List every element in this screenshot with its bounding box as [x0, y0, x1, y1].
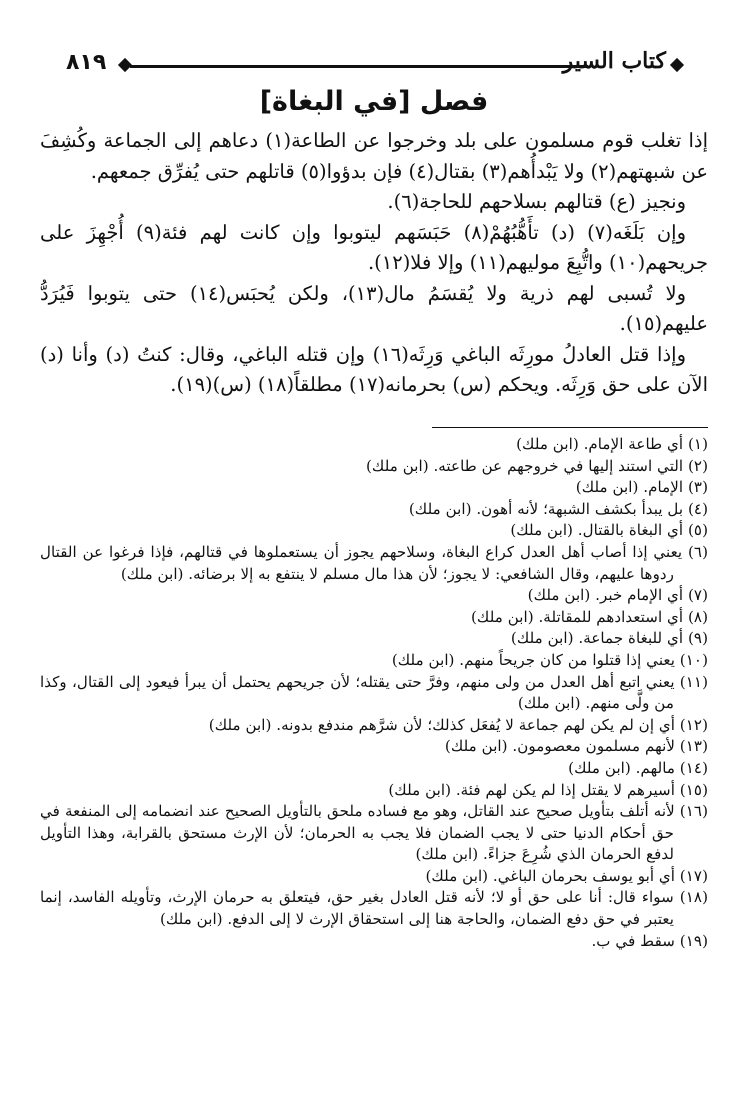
footnote: (٤) بل يبدأ بكشف الشبهة؛ لأنه أهون. (ابن ملك)	[408, 499, 708, 518]
footnote: (١١) يعني اتبع أهل العدل من ولى منهم، وفرَّ حتى يقتله؛ لأن جريحهم يحتمل أن يبرأ فيعود إلى القتال، وكذا من ولَّى منهم. (ابن ملك)	[40, 672, 708, 713]
footnote: (١٢) أي إن لم يكن لهم جماعة لا يُفعَل كذلك؛ لأن شرَّهم مندفع بدونه. (ابن ملك)	[208, 715, 708, 734]
footnote: (١٩) سقط في ب.	[591, 931, 708, 950]
footnote: (١٥) أسيرهم لا يقتل إذا لم يكن لهم فئة. (ابن ملك)	[388, 780, 708, 799]
paragraph: وإذا قتل العادلُ مورِثَه الباغي وَرِثَه(١٦) وإن قتله الباغي، وقال: كنتُ (د) وأنا (د) الآن على حق وَرِثَه. ويحكم (س) بحرمانه(١٧) مطلقاً(١٨) (س)(١٩).	[40, 342, 708, 396]
main-text	[40, 126, 708, 401]
paragraph: وإن بَلَغَه(٧) (د) تأَهُّبُهُمْ(٨) حَبَسَهم ليتوبوا وإن كانت لهم فئة(٩) أُجْهِزَ على جريحهم(١٠) واتُّبِعَ موليهم(١١) وإلا فلا(١٢).	[40, 220, 708, 274]
footnote: (٥) أي البغاة بالقتال. (ابن ملك)	[510, 521, 708, 540]
footnote: (١٨) سواء قال: أنا على حق أو لا؛ لأنه قتل العادل بغير حق، فيتعلق به حرمان الإرث، وتأويله الفاسد، إنما يعتبر في حق دفع الضمان، والحاجة هنا إلى استحقاق الإرث لا إلى الدفع. (ابن ملك)	[40, 888, 708, 929]
footnote: (١٠) يعني إذا قتلوا من كان جريحاً منهم. (ابن ملك)	[391, 650, 708, 669]
running-header	[58, 48, 692, 82]
book-title: كتاب السير	[562, 48, 666, 74]
footnote-separator	[432, 427, 708, 428]
diamond-ornament-right-icon	[670, 58, 684, 72]
paragraph: إذا تغلب قوم مسلمون على بلد وخرجوا عن الطاعة(١) دعاهم إلى الجماعة وكُشِفَ عن شبهتهم(٢) ولا يَبْدأُهم(٣) بقتال(٤) فإن بدؤوا(٥) قاتلهم حتى يُفرِّق جمعهم.	[40, 129, 708, 183]
footnote: (٩) أي للبغاة جماعة. (ابن ملك)	[510, 629, 708, 648]
footnote: (١٤) مالهم. (ابن ملك)	[568, 758, 708, 777]
header-rule	[130, 65, 588, 68]
footnote: (٢) التي استند إليها في خروجهم عن طاعته. (ابن ملك)	[365, 456, 708, 475]
paragraph: ولا تُسبى لهم ذرية ولا يُقسَمُ مال(١٣)، ولكن يُحبَس(١٤) حتى يتوبوا فَيُرَدُّ عليهم(١٥).	[40, 281, 708, 335]
section-title: فصل [في البغاة]	[259, 86, 489, 117]
footnote: (١٣) لأنهم مسلمون معصومون. (ابن ملك)	[444, 737, 708, 756]
footnotes	[40, 434, 708, 952]
paragraph: ونجيز (ع) قتالهم بسلاحهم للحاجة(٦).	[387, 190, 686, 213]
footnote: (١٧) أي أبو يوسف بحرمان الباغي. (ابن ملك)	[425, 866, 708, 885]
footnote: (١٦) لأنه أتلف بتأويل صحيح عند القاتل، وهو مع فساده ملحق بالتأويل الصحيح عند انضمامه إلى المنفعة في حق أحكام الدنيا حتى لا يجب الضمان فلا يجب به الحرمان؛ لأن الإرث مستحق بالقرابة، وهذا التأويل لدفع الحرمان الذي شُرِعَ جزاءً. (ابن ملك)	[40, 802, 708, 864]
footnote: (٨) أي استعدادهم للمقاتلة. (ابن ملك)	[471, 607, 708, 626]
footnote: (٣) الإمام. (ابن ملك)	[575, 478, 708, 497]
page-number: ٨١٩	[66, 50, 107, 75]
footnote: (٧) أي الإمام خبر. (ابن ملك)	[527, 586, 708, 605]
footnote: (١) أي طاعة الإمام. (ابن ملك)	[516, 435, 708, 453]
footnote: (٦) يعني إذا أصاب أهل العدل كراع البغاة، وسلاحهم يجوز أن يستعملوها في قتالهم، فإذا فرغوا عن القتال ردوها عليهم، وقال الشافعي: لا يجوز؛ لأن هذا مال مسلم لا ينتفع به إلا برضائه. (ابن ملك)	[40, 542, 708, 583]
